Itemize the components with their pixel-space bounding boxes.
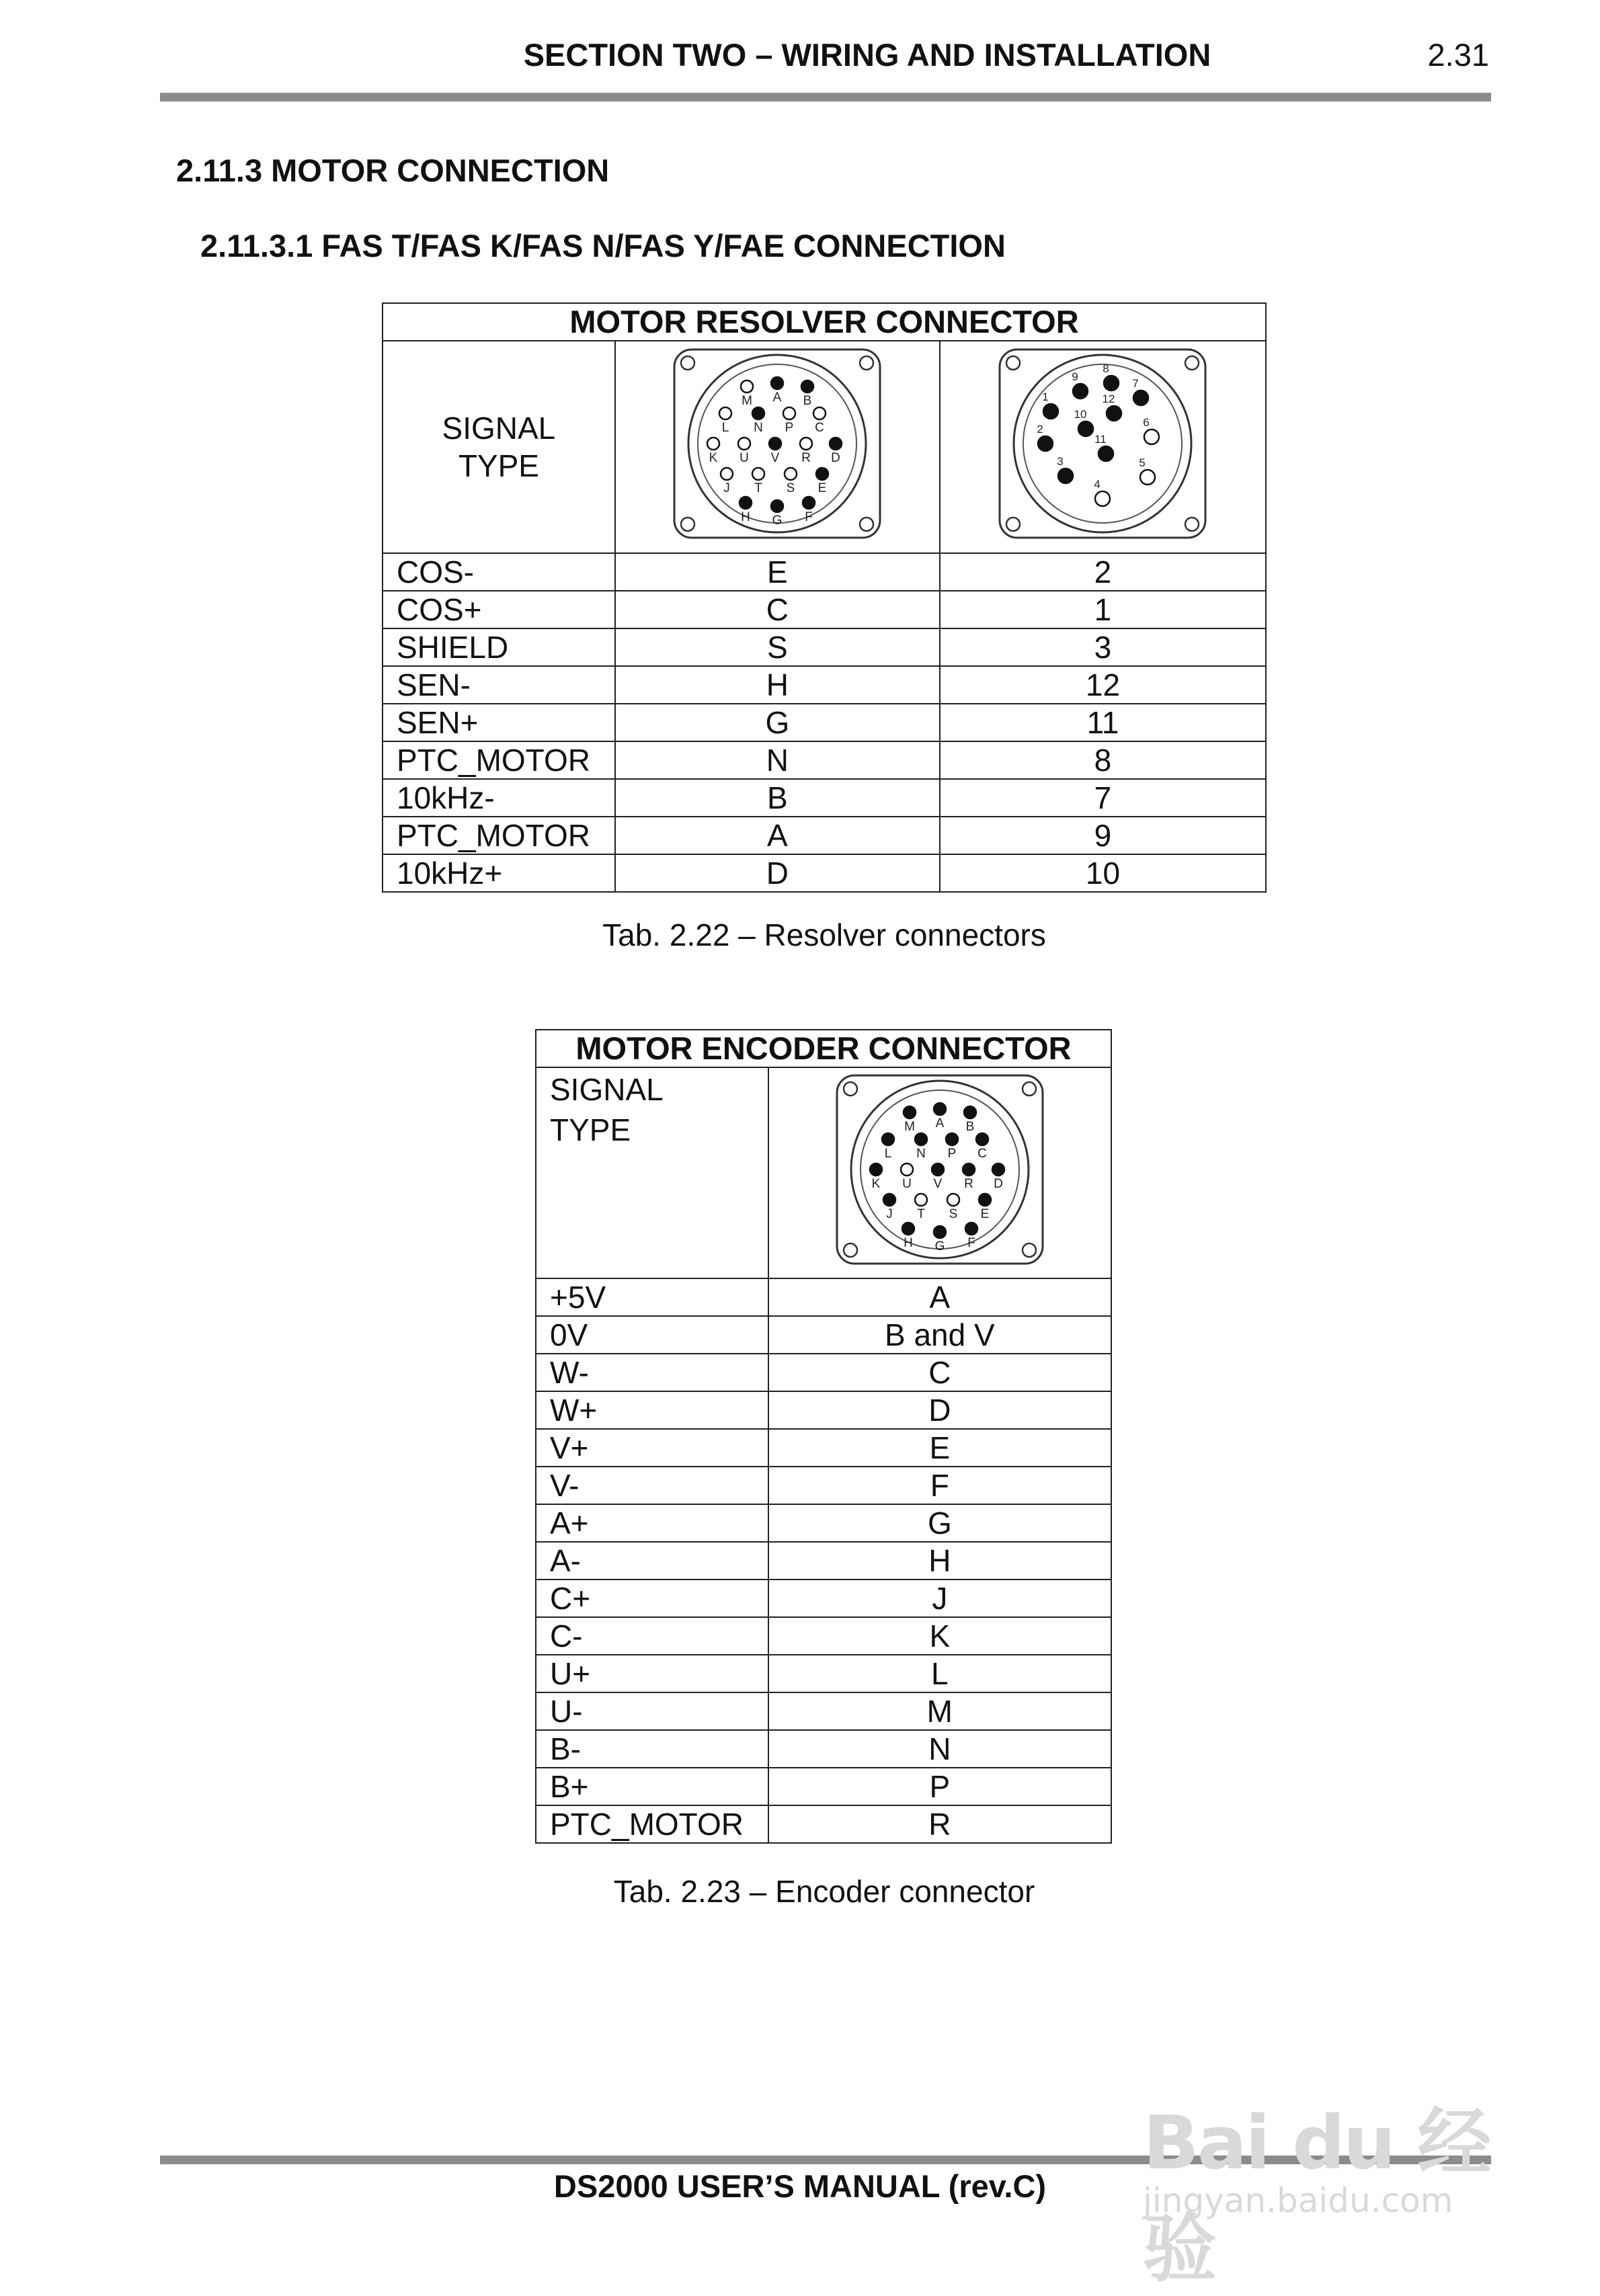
pin-contact — [739, 497, 752, 509]
pin-contact — [738, 438, 750, 450]
pin-cell: B and V — [768, 1316, 1111, 1354]
encoder-signal-type-header — [536, 1067, 768, 1278]
pin-label: B — [965, 1119, 975, 1134]
mount-hole — [681, 518, 694, 531]
pin-17-cell: H — [615, 666, 940, 704]
pin-label: B — [803, 393, 812, 408]
signal-cell: W- — [536, 1354, 768, 1391]
section-title: SECTION TWO – WIRING AND INSTALLATION — [523, 37, 1211, 73]
pin-contact — [816, 468, 828, 480]
pin-contact — [1144, 429, 1159, 444]
pin-12-cell: 11 — [940, 704, 1266, 741]
pin-17-cell: G — [615, 704, 940, 741]
pin-label: 9 — [1072, 370, 1079, 383]
table-row — [383, 553, 1266, 591]
pin-label: V — [770, 450, 780, 465]
mount-hole — [860, 518, 873, 531]
table-row — [536, 1655, 1111, 1692]
pin-contact — [934, 1103, 946, 1115]
pin-label: N — [916, 1146, 926, 1161]
pin-contact — [1107, 406, 1121, 421]
pin-label: J — [723, 481, 731, 495]
header-rule — [160, 93, 1491, 101]
pin-contact — [979, 1194, 991, 1206]
table-row — [536, 1580, 1111, 1617]
table-row — [536, 1278, 1111, 1316]
pin-contact — [1043, 404, 1058, 419]
pin-label: V — [933, 1176, 943, 1191]
pin-contact — [771, 377, 783, 389]
table-row — [536, 1504, 1111, 1542]
pin-12-cell: 9 — [940, 817, 1266, 854]
pin-contact — [902, 1223, 914, 1235]
pin-label: F — [805, 509, 813, 524]
signal-cell: A+ — [536, 1504, 768, 1542]
pin-label: G — [772, 513, 783, 528]
pin-cell: L — [768, 1655, 1111, 1692]
pin-contact — [964, 1106, 976, 1118]
pin-label: 7 — [1132, 376, 1139, 390]
pin-contact — [963, 1163, 975, 1176]
table-row — [383, 666, 1266, 704]
pin-label: L — [722, 420, 729, 435]
pin-contact — [1038, 436, 1053, 451]
pin-cell: P — [768, 1768, 1111, 1805]
pin-contact — [801, 380, 813, 393]
pin-label: 2 — [1037, 422, 1044, 436]
table-row — [536, 1316, 1111, 1354]
pin-label: T — [754, 481, 763, 495]
mount-hole — [844, 1243, 857, 1257]
signal-cell: B+ — [536, 1768, 768, 1805]
pin-17-cell: D — [615, 854, 940, 892]
pin-contact — [901, 1163, 913, 1176]
mount-hole — [1006, 356, 1020, 370]
signal-cell: V- — [536, 1467, 768, 1504]
manual-title: DS2000 USER’S MANUAL (rev.C) — [553, 2168, 1047, 2204]
pin-12-cell: 7 — [940, 779, 1266, 817]
pin-17-cell: C — [615, 591, 940, 628]
pin-contact — [1140, 470, 1155, 485]
pin-12-cell: 1 — [940, 591, 1266, 628]
signal-type-line1: SIGNAL — [442, 411, 556, 446]
table-row — [536, 1692, 1111, 1730]
table-row — [536, 1805, 1111, 1843]
pin-contact — [1073, 384, 1088, 399]
pin-label: 12 — [1102, 392, 1115, 405]
pin-contact — [771, 500, 783, 512]
pin-label: A — [935, 1116, 945, 1131]
pin-contact — [769, 438, 781, 450]
pin-12-cell: 12 — [940, 666, 1266, 704]
encoder-table-title: MOTOR ENCODER CONNECTOR — [536, 1030, 1111, 1067]
pin-cell: K — [768, 1617, 1111, 1655]
pin-cell: N — [768, 1730, 1111, 1768]
heading-fas-connection: 2.11.3.1 FAS T/FAS K/FAS N/FAS Y/FAE CONNECTION — [200, 228, 1006, 263]
pin-label: 5 — [1139, 456, 1146, 469]
pin-cell: F — [768, 1467, 1111, 1504]
resolver-table-title: MOTOR RESOLVER CONNECTOR — [383, 303, 1266, 341]
pin-label: P — [785, 420, 794, 435]
pin-17-cell: N — [615, 741, 940, 779]
encoder-caption: Tab. 2.23 – Encoder connector — [613, 1874, 1035, 1909]
signal-cell: SEN+ — [383, 704, 615, 741]
pin-contact — [752, 407, 764, 419]
pin-label: T — [917, 1206, 925, 1221]
pin-contact — [719, 407, 731, 419]
pin-label: 3 — [1057, 454, 1064, 468]
pin-cell: H — [768, 1542, 1111, 1580]
signal-cell: 10kHz+ — [383, 854, 615, 892]
signal-cell: 0V — [536, 1316, 768, 1354]
pin-label: 4 — [1094, 477, 1101, 491]
pin-cell: C — [768, 1354, 1111, 1391]
table-row — [383, 854, 1266, 892]
pin-12-cell: 3 — [940, 628, 1266, 666]
pin-label: S — [949, 1206, 958, 1221]
watermark-brand: Bai du 经验 — [1143, 2100, 1490, 2292]
pin-contact — [1095, 491, 1110, 506]
pin-cell: G — [768, 1504, 1111, 1542]
pin-contact — [932, 1163, 944, 1176]
encoder-connector-cell — [768, 1067, 1111, 1278]
pin-label: E — [817, 481, 827, 495]
table-row — [383, 704, 1266, 741]
signal-cell: SHIELD — [383, 628, 615, 666]
table-row — [536, 1354, 1111, 1391]
table-row — [383, 628, 1266, 666]
pin-12-cell: 8 — [940, 741, 1266, 779]
signal-cell: U+ — [536, 1655, 768, 1692]
pin-contact — [882, 1133, 894, 1145]
pin-contact — [800, 438, 812, 450]
pin-label: K — [871, 1176, 881, 1191]
pin-17-cell: A — [615, 817, 940, 854]
pin-label: J — [886, 1206, 893, 1221]
pin-contact — [1058, 468, 1073, 483]
encoder-table — [535, 1029, 1112, 1844]
pin-label: C — [815, 420, 825, 435]
pin-label: 1 — [1042, 390, 1049, 403]
pin-label: 10 — [1074, 407, 1087, 421]
mount-hole — [1023, 1082, 1036, 1096]
pin-contact — [965, 1223, 977, 1235]
signal-cell: PTC_MOTOR — [536, 1805, 768, 1843]
heading-motor-connection: 2.11.3 MOTOR CONNECTION — [176, 153, 610, 188]
pin-contact — [785, 468, 797, 480]
pin-label: R — [963, 1176, 973, 1191]
pin-contact — [1098, 446, 1113, 461]
mount-hole — [1185, 518, 1199, 531]
baidu-watermark — [1136, 2030, 1539, 2292]
pin-label: P — [947, 1146, 957, 1161]
pin-contact — [813, 407, 826, 419]
signal-cell: PTC_MOTOR — [383, 817, 615, 854]
table-row — [536, 1542, 1111, 1580]
table-row — [536, 1768, 1111, 1805]
table-row — [536, 1391, 1111, 1429]
pin-17-cell: E — [615, 553, 940, 591]
pin-label: H — [903, 1235, 913, 1250]
pin-label: G — [934, 1239, 945, 1254]
pin-label: H — [741, 509, 751, 524]
pin-label: 11 — [1094, 432, 1107, 446]
signal-cell: V+ — [536, 1429, 768, 1467]
table-row — [536, 1467, 1111, 1504]
table-row — [383, 817, 1266, 854]
pin-contact — [830, 438, 842, 450]
pin-label: M — [742, 393, 753, 408]
table-row — [536, 1730, 1111, 1768]
pin-cell: A — [768, 1278, 1111, 1316]
connector-17pin-diagram — [666, 343, 888, 544]
pin-contact — [947, 1194, 959, 1206]
page-number: 2.31 — [1427, 37, 1489, 73]
page-header — [0, 0, 1600, 108]
signal-cell: C- — [536, 1617, 768, 1655]
pin-contact — [1104, 376, 1119, 391]
pin-12-cell: 10 — [940, 854, 1266, 892]
signal-cell: A- — [536, 1542, 768, 1580]
mount-hole — [860, 356, 873, 370]
pin-cell: M — [768, 1692, 1111, 1730]
signal-cell: U- — [536, 1692, 768, 1730]
pin-contact — [976, 1133, 988, 1145]
encoder-connector-diagram — [829, 1069, 1051, 1270]
pin-cell: J — [768, 1580, 1111, 1617]
signal-cell: +5V — [536, 1278, 768, 1316]
pin-label: K — [709, 450, 718, 465]
table-row — [536, 1429, 1111, 1467]
signal-cell: C+ — [536, 1580, 768, 1617]
connector-12pin-cell — [940, 341, 1266, 553]
pin-contact — [707, 438, 719, 450]
pin-contact — [1078, 421, 1093, 436]
pin-label: 6 — [1143, 415, 1150, 429]
resolver-table — [382, 302, 1267, 893]
pin-cell: R — [768, 1805, 1111, 1843]
table-row — [536, 1617, 1111, 1655]
table-row — [383, 779, 1266, 817]
connector-17pin-cell — [615, 341, 940, 553]
pin-contact — [883, 1194, 895, 1206]
pin-12-cell: 2 — [940, 553, 1266, 591]
signal-cell: 10kHz- — [383, 779, 615, 817]
pin-contact — [946, 1133, 958, 1145]
pin-contact — [803, 497, 815, 509]
pin-contact — [752, 468, 764, 480]
pin-cell: E — [768, 1429, 1111, 1467]
encoder-signal-type-line2: TYPE — [550, 1112, 631, 1147]
pin-contact — [992, 1163, 1004, 1176]
pin-17-cell: B — [615, 779, 940, 817]
signal-cell: COS+ — [383, 591, 615, 628]
mount-hole — [844, 1082, 857, 1096]
signal-cell: B- — [536, 1730, 768, 1768]
pin-label: M — [904, 1119, 915, 1134]
pin-label: L — [884, 1146, 892, 1161]
pin-label: U — [739, 450, 750, 465]
signal-cell: W+ — [536, 1391, 768, 1429]
pin-label: E — [980, 1206, 990, 1221]
pin-contact — [870, 1163, 882, 1176]
pin-label: C — [977, 1146, 987, 1161]
pin-label: F — [967, 1235, 975, 1250]
pin-contact — [904, 1106, 916, 1118]
mount-hole — [1006, 518, 1020, 531]
pin-contact — [741, 380, 753, 393]
pin-contact — [721, 468, 733, 480]
pin-contact — [783, 407, 795, 419]
pin-contact — [1133, 391, 1148, 405]
pin-cell: D — [768, 1391, 1111, 1429]
mount-hole — [1185, 356, 1199, 370]
table-row — [383, 741, 1266, 779]
mount-hole — [1023, 1243, 1036, 1257]
pin-label: 8 — [1103, 362, 1110, 375]
pin-label: D — [831, 450, 841, 465]
pin-label: R — [801, 450, 811, 465]
pin-label: D — [993, 1176, 1003, 1191]
signal-cell: PTC_MOTOR — [383, 741, 615, 779]
encoder-signal-type-line1: SIGNAL — [550, 1072, 664, 1107]
mount-hole — [681, 356, 694, 370]
pin-label: N — [754, 420, 764, 435]
connector-12pin-diagram — [992, 343, 1213, 544]
pin-contact — [934, 1226, 946, 1238]
signal-type-line2: TYPE — [458, 448, 539, 483]
signal-cell: SEN- — [383, 666, 615, 704]
pin-label: S — [786, 481, 795, 495]
table-row — [383, 591, 1266, 628]
resolver-caption: Tab. 2.22 – Resolver connectors — [602, 917, 1046, 952]
pin-contact — [915, 1133, 927, 1145]
pin-label: U — [902, 1176, 912, 1191]
watermark-url: jingyan.baidu.com — [1143, 2181, 1453, 2220]
signal-type-header — [383, 341, 615, 553]
signal-cell: COS- — [383, 553, 615, 591]
pin-contact — [915, 1194, 927, 1206]
pin-label: A — [772, 390, 782, 405]
pin-17-cell: S — [615, 628, 940, 666]
